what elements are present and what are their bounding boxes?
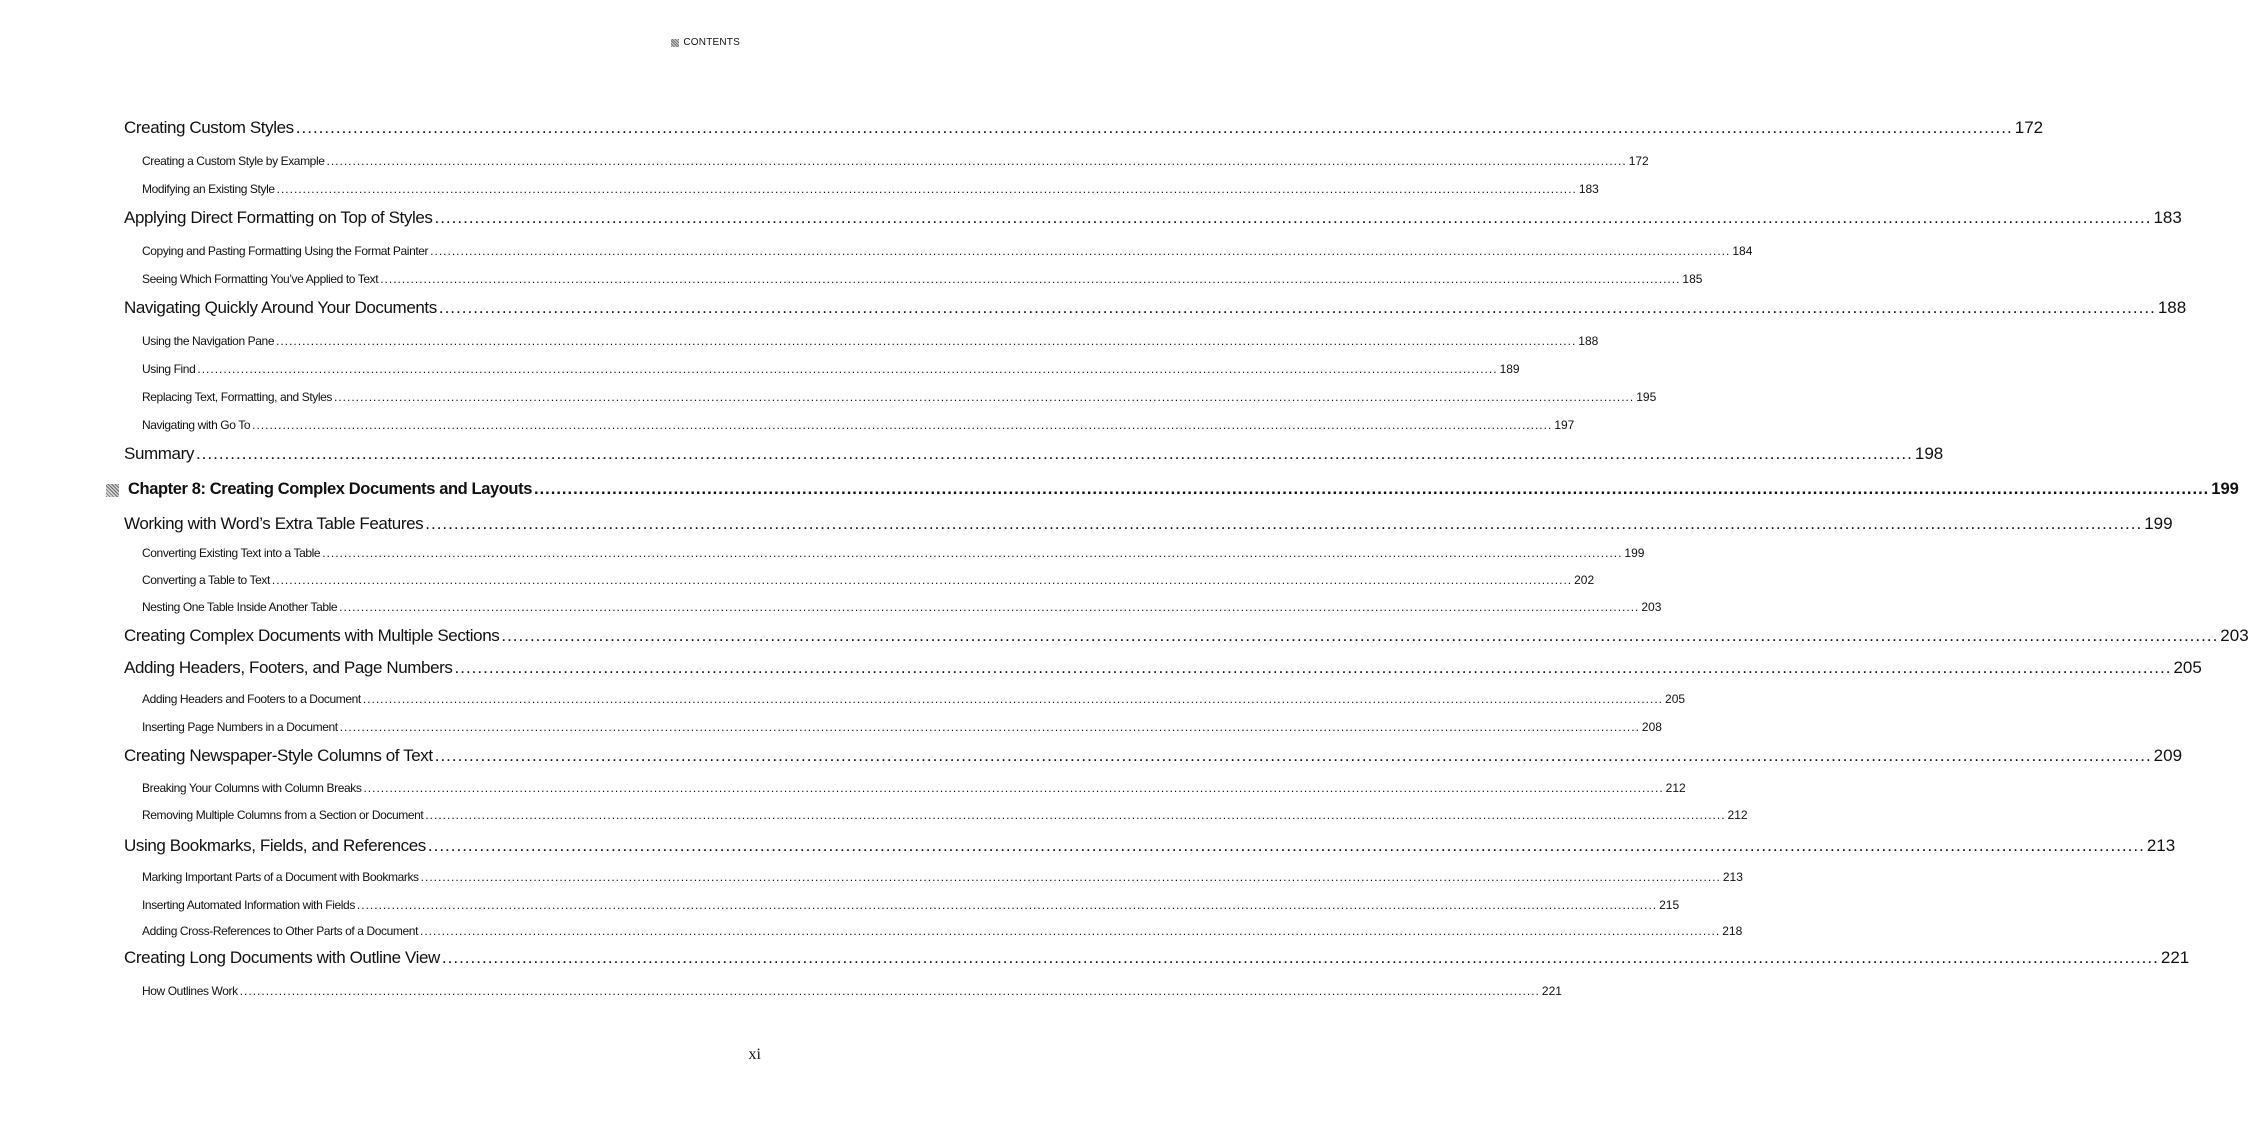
toc-leader-dots: ............................................................................................................................................................................................................................................................................................................ xyxy=(276,334,1577,348)
toc-entry-title: Using the Navigation Pane xyxy=(142,334,275,348)
toc-entry-subsection[interactable] xyxy=(142,870,1743,884)
toc-entry-subsection[interactable] xyxy=(142,600,1662,614)
toc-leader-dots: ............................................................................................................................................................................................................................................................................................................ xyxy=(501,626,2219,645)
toc-entry-chapter[interactable] xyxy=(128,480,2239,499)
toc-entry-page: 184 xyxy=(1732,244,1753,258)
toc-entry-title: Creating Long Documents with Outline View xyxy=(124,948,440,967)
toc-entry-section[interactable] xyxy=(124,444,1944,464)
toc-entry-page: 203 xyxy=(2220,626,2249,645)
toc-entry-page: 199 xyxy=(1624,546,1645,560)
toc-entry-page: 197 xyxy=(1554,418,1575,432)
toc-entry-subsection[interactable] xyxy=(142,272,1703,286)
toc-leader-dots: ............................................................................................................................................................................................................................................................................................................ xyxy=(425,514,2143,533)
toc-leader-dots: ............................................................................................................................................................................................................................................................................................................ xyxy=(420,870,1721,884)
toc-entry-title: How Outlines Work xyxy=(142,984,238,998)
toc-entry-page: 208 xyxy=(1641,720,1662,734)
toc-entry-title: Using Find xyxy=(142,362,196,376)
toc-leader-dots: ............................................................................................................................................................................................................................................................................................................ xyxy=(434,746,2152,765)
toc-entry-title: Using Bookmarks, Fields, and References xyxy=(124,836,426,855)
toc-entry-page: 198 xyxy=(1914,444,1944,463)
toc-entry-page: 212 xyxy=(1665,781,1686,795)
toc-leader-dots: ............................................................................................................................................................................................................................................................................................................ xyxy=(276,182,1577,196)
toc-entry-title: Breaking Your Columns with Column Breaks xyxy=(142,781,362,795)
toc-entry-section[interactable] xyxy=(124,118,2044,138)
toc-entry-title: Summary xyxy=(124,444,194,463)
toc-leader-dots: ............................................................................................................................................................................................................................................................................................................ xyxy=(441,948,2159,967)
toc-entry-page: 172 xyxy=(1628,154,1649,168)
toc-entry-title: Nesting One Table Inside Another Table xyxy=(142,600,338,614)
toc-entry-page: 212 xyxy=(1727,808,1748,822)
toc-entry-page: 205 xyxy=(2173,658,2202,677)
toc-entry-subsection[interactable] xyxy=(142,244,1753,258)
toc-leader-dots: ............................................................................................................................................................................................................................................................................................................ xyxy=(339,600,1640,614)
toc-entry-page: 213 xyxy=(1722,870,1743,884)
toc-entry-title: Applying Direct Formatting on Top of Styles xyxy=(124,208,433,227)
toc-entry-subsection[interactable] xyxy=(142,546,1645,560)
toc-leader-dots: ............................................................................................................................................................................................................................................................................................................ xyxy=(420,924,1721,938)
toc-leader-dots: ............................................................................................................................................................................................................................................................................................................ xyxy=(425,808,1726,822)
toc-entry-page: 218 xyxy=(1722,924,1743,938)
toc-entry-subsection[interactable] xyxy=(142,808,1748,822)
toc-leader-dots: ............................................................................................................................................................................................................................................................................................................ xyxy=(271,573,1573,587)
toc-entry-subsection[interactable] xyxy=(142,573,1595,587)
toc-leader-dots: ............................................................................................................................................................................................................................................................................................................ xyxy=(362,692,1664,706)
toc-entry-page: 221 xyxy=(1541,984,1562,998)
toc-entry-section[interactable] xyxy=(124,514,2173,534)
toc-entry-section[interactable] xyxy=(124,208,2182,228)
toc-leader-dots: ............................................................................................................................................................................................................................................................................................................ xyxy=(356,898,1658,912)
toc-leader-dots: ............................................................................................................................................................................................................................................................................................................ xyxy=(326,154,1627,168)
toc-entry-page: 185 xyxy=(1682,272,1703,286)
toc-entry-section[interactable] xyxy=(124,836,2176,856)
toc-entry-subsection[interactable] xyxy=(142,781,1686,795)
toc-entry-page: 188 xyxy=(2157,298,2187,317)
toc-entry-title: Modifying an Existing Style xyxy=(142,182,275,196)
toc-leader-dots: ............................................................................................................................................................................................................................................................................................................ xyxy=(197,362,1498,376)
toc-entry-section[interactable] xyxy=(124,298,2187,318)
toc-entry-subsection[interactable] xyxy=(142,898,1680,912)
toc-entry-title: Adding Headers and Footers to a Document xyxy=(142,692,361,706)
toc-leader-dots: ............................................................................................................................................................................................................................................................................................................ xyxy=(295,118,2013,137)
toc-leader-dots: ............................................................................................................................................................................................................................................................................................................ xyxy=(363,781,1664,795)
toc-entry-page: 203 xyxy=(1641,600,1662,614)
toc-entry-page: 195 xyxy=(1636,390,1657,404)
toc-entry-subsection[interactable] xyxy=(142,692,1686,706)
toc-entry-section[interactable] xyxy=(124,658,2202,678)
toc-entry-page: 199 xyxy=(2211,480,2239,498)
toc-leader-dots: ............................................................................................................................................................................................................................................................................................................ xyxy=(380,272,1681,286)
toc-leader-dots: ............................................................................................................................................................................................................................................................................................................ xyxy=(434,208,2152,227)
toc-entry-title: Creating a Custom Style by Example xyxy=(142,154,325,168)
toc-leader-dots: ............................................................................................................................................................................................................................................................................................................ xyxy=(533,480,2210,498)
toc-entry-title: Creating Newspaper-Style Columns of Text xyxy=(124,746,433,765)
toc-leader-dots: ............................................................................................................................................................................................................................................................................................................ xyxy=(322,546,1623,560)
toc-entry-subsection[interactable] xyxy=(142,418,1575,432)
toc-entry-subsection[interactable] xyxy=(142,334,1599,348)
toc-entry-page: 188 xyxy=(1578,334,1599,348)
toc-leader-dots: ............................................................................................................................................................................................................................................................................................................ xyxy=(454,658,2172,677)
toc-entry-title: Adding Headers, Footers, and Page Numbers xyxy=(124,658,453,677)
toc-entry-page: 202 xyxy=(1574,573,1595,587)
toc-leader-dots: ............................................................................................................................................................................................................................................................................................................ xyxy=(239,984,1540,998)
toc-entry-section[interactable] xyxy=(124,948,2190,968)
toc-entry-title: Creating Custom Styles xyxy=(124,118,294,137)
toc-entry-subsection[interactable] xyxy=(142,984,1562,998)
toc-entry-title: Inserting Automated Information with Fields xyxy=(142,898,355,912)
toc-entry-page: 209 xyxy=(2153,746,2183,765)
toc-entry-title: Converting Existing Text into a Table xyxy=(142,546,321,560)
toc-entry-subsection[interactable] xyxy=(142,182,1599,196)
toc-entry-page: 183 xyxy=(1578,182,1599,196)
toc-leader-dots: ............................................................................................................................................................................................................................................................................................................ xyxy=(339,720,1640,734)
toc-entry-title: Adding Cross-References to Other Parts of a Document xyxy=(142,924,419,938)
toc-leader-dots: ............................................................................................................................................................................................................................................................................................................ xyxy=(252,418,1553,432)
toc-leader-dots: ............................................................................................................................................................................................................................................................................................................ xyxy=(427,836,2145,855)
header-square-icon xyxy=(671,39,679,47)
toc-entry-title: Working with Word’s Extra Table Features xyxy=(124,514,424,533)
toc-entry-title: Navigating Quickly Around Your Documents xyxy=(124,298,437,317)
toc-entry-subsection[interactable] xyxy=(142,362,1520,376)
toc-entry-page: 213 xyxy=(2146,836,2176,855)
toc-entry-subsection[interactable] xyxy=(142,154,1649,168)
toc-entry-title: Marking Important Parts of a Document with Bookmarks xyxy=(142,870,419,884)
toc-entry-title: Converting a Table to Text xyxy=(142,573,270,587)
toc-entry-subsection[interactable] xyxy=(142,390,1657,404)
toc-entry-page: 189 xyxy=(1499,362,1520,376)
toc-entry-page: 205 xyxy=(1665,692,1686,706)
page-number: xi xyxy=(748,1046,761,1063)
toc-entry-page: 199 xyxy=(2144,514,2173,533)
toc-entry-title: Removing Multiple Columns from a Section or Document xyxy=(142,808,424,822)
toc-entry-title: Replacing Text, Formatting, and Styles xyxy=(142,390,333,404)
toc-entry-title: Copying and Pasting Formatting Using the Format Painter xyxy=(142,244,429,258)
toc-leader-dots: ............................................................................................................................................................................................................................................................................................................ xyxy=(438,298,2156,317)
toc-entry-subsection[interactable] xyxy=(142,924,1743,938)
toc-entry-title: Chapter 8: Creating Complex Documents and Layouts xyxy=(128,480,532,498)
toc-leader-dots: ............................................................................................................................................................................................................................................................................................................ xyxy=(430,244,1731,258)
chapter-square-icon xyxy=(106,484,119,497)
toc-entry-title: Navigating with Go To xyxy=(142,418,251,432)
running-header xyxy=(671,37,740,48)
toc-entry-page: 183 xyxy=(2153,208,2182,227)
toc-entry-section[interactable] xyxy=(124,746,2183,766)
toc-entry-section[interactable] xyxy=(124,626,2249,646)
toc-entry-page: 215 xyxy=(1659,898,1680,912)
toc-entry-title: Inserting Page Numbers in a Document xyxy=(142,720,338,734)
header-label: CONTENTS xyxy=(683,37,740,48)
toc-entry-title: Seeing Which Formatting You’ve Applied to Text xyxy=(142,272,379,286)
toc-leader-dots: ............................................................................................................................................................................................................................................................................................................ xyxy=(334,390,1635,404)
toc-entry-page: 221 xyxy=(2160,948,2190,967)
toc-entry-title: Creating Complex Documents with Multiple Sections xyxy=(124,626,500,645)
toc-entry-page: 172 xyxy=(2014,118,2044,137)
toc-entry-subsection[interactable] xyxy=(142,720,1662,734)
toc-leader-dots: ............................................................................................................................................................................................................................................................................................................ xyxy=(195,444,1913,463)
